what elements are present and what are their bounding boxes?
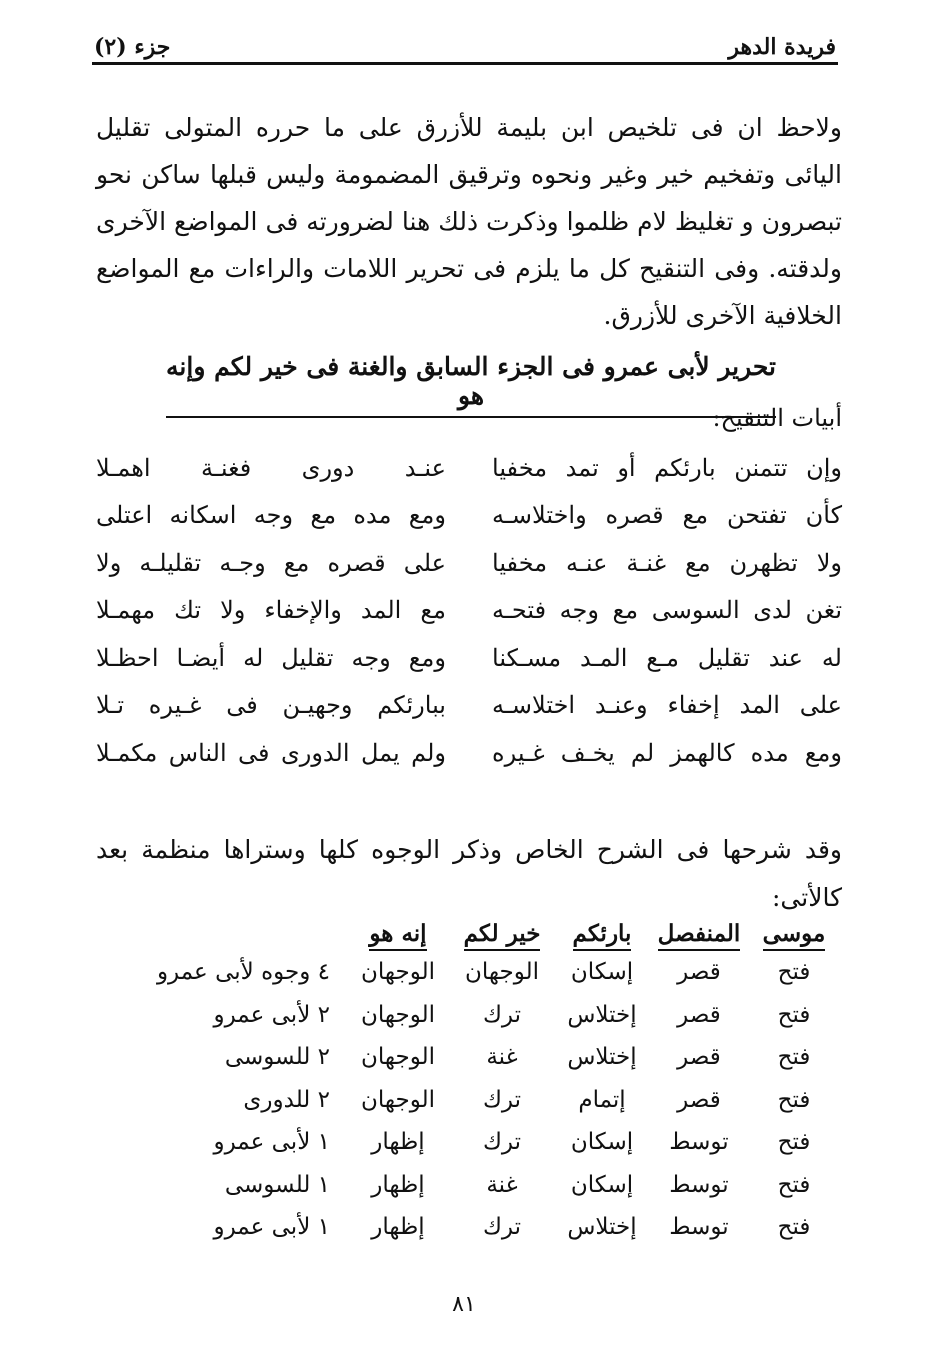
table-row xyxy=(157,951,840,994)
table-cell: فتح xyxy=(777,1171,811,1198)
table-cell: إظهار xyxy=(371,1129,425,1156)
row-note: ٢ لأبى عمرو xyxy=(213,1001,330,1028)
closing-paragraph xyxy=(96,826,842,922)
table-row xyxy=(157,994,840,1037)
table-cell: إسكان xyxy=(570,1129,634,1156)
table-cell: إظهار xyxy=(371,1171,425,1198)
intro-text: ولاحظ ان فى تلخيص ابن بليمة للأزرق على ما حرره المتولى تقليل اليائى وتفخيم خير وغير ونحوه وترقيق المضمومة وليس قبلها ساكن نحو تبصرون و تغليظ لام ظلموا وذكرت ذلك هنا لضرورته فى المواضع الآخرى ولدقته. وفى التنقيح كل ما يلزم فى تحرير اللامات والراءات مع المواضع الخلافية الآخرى للأزرق. xyxy=(96,113,842,330)
header-musa: موسى xyxy=(748,920,840,951)
table-cell: الوجهان xyxy=(361,959,435,986)
table-row xyxy=(157,1121,840,1164)
verse-first-hemistich: ولا تظهرن مع غنـة عنـه مخفيا xyxy=(492,548,842,577)
table-row xyxy=(157,1036,840,1079)
table-cell: إختلاس xyxy=(567,1044,637,1071)
table-cell: قصر xyxy=(677,1086,721,1113)
verse-second-hemistich: ومع وجه تقليل له أيضـا احظـلا xyxy=(96,643,446,672)
verse-first-hemistich: ومع مده كالهمز لم يخـف غـيره xyxy=(492,738,842,767)
row-note: ٢ للسوسى xyxy=(224,1044,330,1071)
closing-text: وقد شرحها فى الشرح الخاص وذكر الوجوه كلها وستراها منظمة بعد كالأتى: xyxy=(96,835,842,912)
verse-second-hemistich: على قصره مع وجـه تقليلـه ولا xyxy=(96,548,446,577)
verse-line xyxy=(96,587,842,635)
table-cell: الوجهان xyxy=(465,959,539,986)
table-cell: إسكان xyxy=(570,1171,634,1198)
table-cell: الوجهان xyxy=(361,1086,435,1113)
table-cell: ترك xyxy=(482,1129,522,1156)
page-number: ٨١ xyxy=(452,1292,476,1317)
verse-second-hemistich: عنـد دورى فغنـة اهمـلا xyxy=(96,453,446,482)
ways-table-header xyxy=(157,920,840,951)
verse-line xyxy=(96,634,842,682)
row-note: ٤ وجوه لأبى عمرو xyxy=(156,959,330,986)
ways-table xyxy=(157,920,840,1249)
table-cell: قصر xyxy=(677,1001,721,1028)
verse-second-hemistich: مع المد والإخفاء ولا تك مهمـلا xyxy=(96,596,446,625)
table-cell: إسكان xyxy=(570,959,634,986)
table-cell: توسط xyxy=(669,1171,729,1198)
verse-first-hemistich: وإن تتمنن بارئكم أو تمد مخفيا xyxy=(492,453,842,482)
table-cell: فتح xyxy=(777,1001,811,1028)
table-cell: غنة xyxy=(486,1044,518,1071)
table-cell: فتح xyxy=(777,1129,811,1156)
table-row xyxy=(157,1206,840,1249)
verse-line xyxy=(96,444,842,492)
row-note: ٢ للدورى xyxy=(243,1086,330,1113)
table-row xyxy=(157,1164,840,1207)
table-row xyxy=(157,1079,840,1122)
running-head xyxy=(94,26,836,60)
table-cell: إظهار xyxy=(371,1214,425,1241)
verse-second-hemistich: ولم يمل الدورى فى الناس مكمـلا xyxy=(96,738,446,767)
part-label: جزء (٢) xyxy=(94,34,171,60)
table-cell: توسط xyxy=(669,1214,729,1241)
poem xyxy=(96,444,842,777)
table-cell: فتح xyxy=(777,1086,811,1113)
table-cell: فتح xyxy=(777,1044,811,1071)
table-cell: ترك xyxy=(482,1214,522,1241)
verse-line xyxy=(96,729,842,777)
header-khayr-lakum: خير لكم xyxy=(450,920,554,951)
row-note: ١ لأبى عمرو xyxy=(213,1214,330,1241)
section-heading-text: تحرير لأبى عمرو فى الجزء السابق والغنة فى خير لكم وإنه هو xyxy=(166,352,776,418)
row-note: ١ لأبى عمرو xyxy=(213,1129,330,1156)
table-cell: إختلاس xyxy=(567,1001,637,1028)
header-rule xyxy=(92,62,838,65)
table-cell: فتح xyxy=(777,1214,811,1241)
verse-first-hemistich: على المد إخفاء وعنـد اختلاسـه xyxy=(492,691,842,720)
table-cell: قصر xyxy=(677,1044,721,1071)
verse-first-hemistich: تغن لدى السوسى مع وجه فتحـه xyxy=(492,596,842,625)
table-cell: غنة xyxy=(486,1171,518,1198)
section-heading xyxy=(166,352,776,418)
table-cell: إتمام xyxy=(578,1086,626,1113)
table-cell: ترك xyxy=(482,1086,522,1113)
verse-second-hemistich: ببارئكم وجهيـن فى غـيره تـلا xyxy=(96,691,446,720)
header-innahu-huwa: إنه هو xyxy=(346,920,450,951)
verse-second-hemistich: ومع مده مع وجه اسكانه اعتلى xyxy=(96,501,446,530)
verse-line xyxy=(96,682,842,730)
header-munfasil: المنفصل xyxy=(650,920,748,951)
verses-label: أبيات التنقيح: xyxy=(712,404,842,432)
table-cell: قصر xyxy=(677,959,721,986)
verse-line xyxy=(96,492,842,540)
table-cell: فتح xyxy=(777,959,811,986)
verse-first-hemistich: له عند تقليل مـع المـد مسـكنا xyxy=(492,643,842,672)
header-bariikum: بارئكم xyxy=(554,920,650,951)
table-cell: ترك xyxy=(482,1001,522,1028)
table-cell: الوجهان xyxy=(361,1044,435,1071)
intro-paragraph xyxy=(96,104,842,339)
table-cell: توسط xyxy=(669,1129,729,1156)
header-note xyxy=(157,920,346,951)
table-cell: إختلاس xyxy=(567,1214,637,1241)
row-note: ١ للسوسى xyxy=(224,1171,330,1198)
verse-line xyxy=(96,539,842,587)
table-cell: الوجهان xyxy=(361,1001,435,1028)
verse-first-hemistich: كأن تفتحن مع قصره واختلاسـه xyxy=(492,501,842,530)
book-title: فريدة الدهر xyxy=(728,34,836,60)
